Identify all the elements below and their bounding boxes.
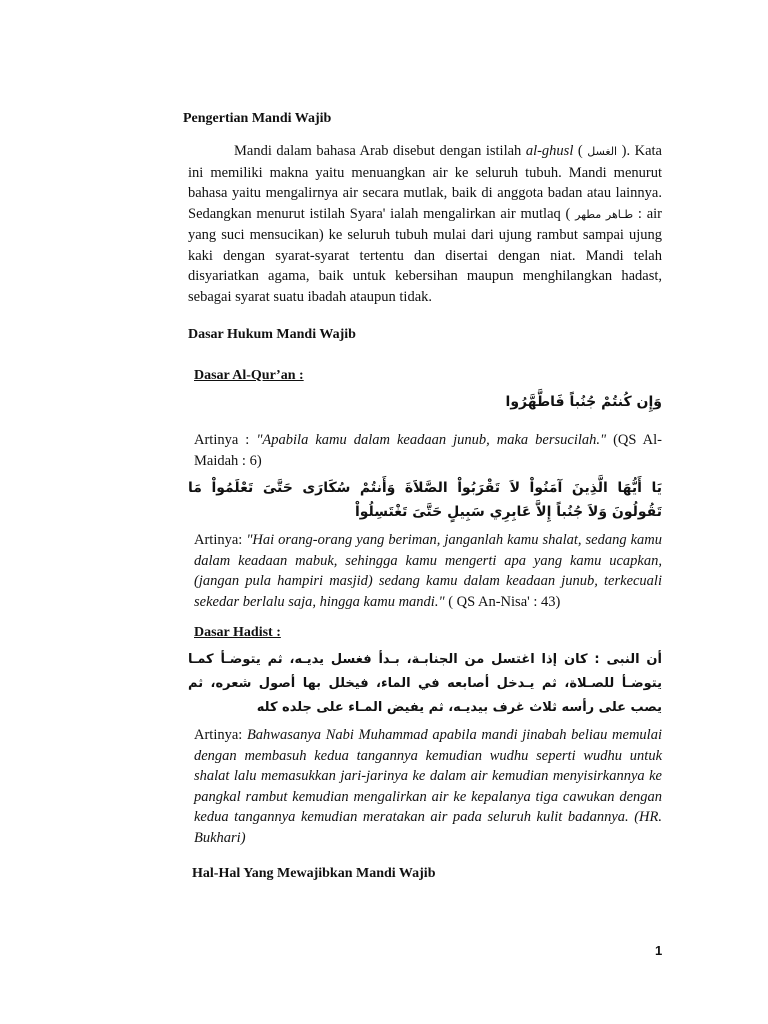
paragraph-text: Mandi dalam bahasa Arab disebut dengan istilah (234, 143, 526, 159)
subsection-title-hadist-text: Dasar Hadist : (194, 625, 281, 640)
subsection-title-hadist (194, 625, 281, 641)
page-number: 1 (655, 943, 663, 958)
verse-reference: (QS Al-Maidah : 6) (194, 432, 662, 469)
translation-text: "Hai orang-orang yang beriman, janganlah kamu shalat, sedang kamu dalam keadaan mabuk, sehingga kamu mengerti apa yang kamu ucapkan, (jangan pula hampiri masjid) sedang kamu dalam keadaan junub, terkecuali sekedar berlalu saja, hingga kamu mandi." (194, 532, 662, 610)
quran-verse-2: يَا أَيُّهَا الَّذِينَ آمَنُواْ لاَ تَقْرَبُواْ الصَّلاَةَ وَأَنتُمْ سُكَارَى حَتَّىَ تَعْلَمُواْ مَا تَقُولُونَ وَلاَ جُنُباً إِلاَّ عَابِرِي سَبِيلٍ حَتَّىَ تَغْتَسِلُواْ (188, 480, 662, 520)
translation-hadist (194, 725, 662, 848)
translation-verse-1 (194, 430, 662, 471)
quran-verse-1: وَإِن كُنتُمْ جُنُباً فَاطَّهَّرُوا (505, 394, 662, 410)
paragraph-text: ). Kata ini memiliki makna yaitu menuangkan air ke seluruh tubuh. Mandi menurut bahasa yaitu mengalirnya air secara mutlak, baik di anggota badan atau lainnya. Sedangkan menurut istilah Syara' ialah mengalirkan air mutlaq ( (188, 143, 662, 222)
arabic-term-ghusl: الغسل (587, 145, 618, 158)
italic-term: al-ghusl (525, 143, 574, 159)
artinya-label: Artinya: (194, 532, 247, 548)
arabic-term-thahir: طـاهر مطهر (575, 207, 634, 221)
section-title-dasar-hukum: Dasar Hukum Mandi Wajib (188, 327, 356, 342)
translation-text: "Apabila kamu dalam keadaan junub, maka bersucilah." (256, 432, 607, 448)
artinya-label: Artinya: (194, 727, 247, 743)
subsection-title-quran (194, 368, 304, 384)
hadist-arabic-text: أن النبى : كان إذا اغتسل من الجنابـة، بـدأ فغسل يديـه، ثم يتوضـأ كمـا يتوضـأ للصـلاة، ثم يـدخل أصابعه في الماء، فيخلل بها أصول شعره، ثم يصب على رأسه ثلاث غرف بيديـه، ثم يفيض المـاء على جلده كله (188, 652, 662, 715)
section-title-hal-hal: Hal-Hal Yang Mewajibkan Mandi Wajib (192, 866, 436, 881)
paren-open: ( (573, 143, 588, 159)
translation-verse-2 (194, 530, 662, 612)
paragraph-pengertian (188, 141, 662, 307)
verse-reference: ( QS An-Nisa' : 43) (444, 593, 561, 610)
subsection-title-quran-text: Dasar Al-Qur’an : (194, 368, 304, 383)
section-title-pengertian: Pengertian Mandi Wajib (183, 111, 332, 126)
translation-text: Bahwasanya Nabi Muhammad apabila mandi jinabah beliau memulai dengan membasuh kedua tangannya kemudian wudhu seperti wudhu untuk shalat lalu memasukkan jari-jarinya ke dalam air kemudian menyisirkannya ke pangkal rambut kemudian mengalirkan air ke kepalanya tiga cawukan dengan kedua tangannya kemudian meratakan air pada seluruh kulit badannya. (HR. Bukhari) (194, 727, 662, 846)
paragraph-text: : air yang suci mensucikan) ke seluruh tubuh mulai dari ujung rambut sampai ujung kaki dengan syarat-syarat tertentu dan disertai dengan niat. Mandi telah disyariatkan agama, baik untuk kebersihan maupun menghilangkan hadast, sebagai syarat suatu ibadah ataupun tidak. (188, 205, 662, 305)
artinya-label: Artinya : (194, 432, 257, 448)
